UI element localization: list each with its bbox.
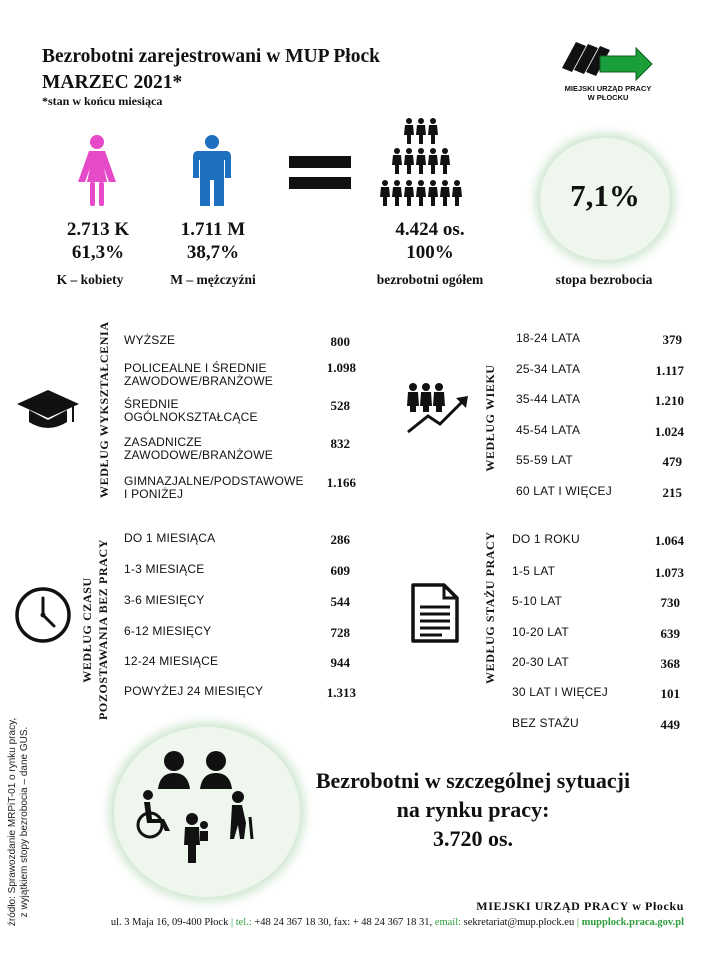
list-item-label: 10-20 LAT — [512, 625, 569, 639]
list-item-label: 6-12 MIESIĘCY — [124, 624, 212, 638]
list-item-value: 1.064 — [654, 533, 684, 548]
list-item-value: 215 — [662, 485, 682, 500]
footer-web-link[interactable]: mupplock.praca.gov.pl — [581, 917, 684, 928]
duration-heading — [79, 540, 111, 720]
list-item-label: 60 LAT I WIĘCEJ — [516, 484, 612, 498]
list-item-value: 1.098 — [326, 360, 356, 375]
list-item-label: 45-54 LATA — [516, 423, 581, 437]
total-percent: 100% — [406, 242, 454, 263]
age-heading: WEDŁUG WIEKU — [483, 364, 497, 472]
list-item-value: 944 — [330, 655, 350, 670]
list-item-value: 101 — [660, 686, 680, 701]
list-item-label: ŚREDNIE OGÓLNOKSZTAŁCĄCE — [124, 397, 258, 424]
special-groups-icon — [114, 727, 300, 897]
special-count: 3.720 os. — [432, 826, 514, 851]
list-item-value: 1.210 — [654, 393, 684, 408]
list-item-label: GIMNAZJALNE/PODSTAWOWE I PONIŻEJ — [124, 474, 304, 501]
list-item-value: 1.024 — [654, 424, 684, 439]
list-item-label: BEZ STAŻU — [512, 716, 579, 730]
footer-fax: fax: + 48 24 367 18 31, — [333, 917, 433, 928]
graduation-cap-icon — [15, 388, 81, 432]
list-item-value: 479 — [662, 454, 682, 469]
list-item-value: 728 — [330, 625, 350, 640]
source-note: źródło: Sprawozdanie MRPiT-01 o rynku pracy, z wyjątkiem stopy bezrobocia – dane GUS. — [7, 717, 30, 927]
footer-email-label: email: — [434, 917, 462, 928]
total-label: bezrobotni ogółem — [376, 272, 484, 287]
list-item-label: 25-34 LATA — [516, 362, 581, 376]
list-item-value: 286 — [330, 532, 350, 547]
men-count: 1.711 M — [180, 219, 246, 240]
list-item-label: 55-59 LAT — [516, 453, 573, 467]
footer-contact: ul. 3 Maja 16, 09-400 Płock | tel.: +48 24 367 18 30, fax: + 48 24 367 18 31, email: sekretariat@mup.plock.eu | mupplock.praca.gov.pl — [110, 917, 684, 928]
list-item-value: 368 — [660, 656, 680, 671]
list-item-value: 639 — [660, 626, 680, 641]
list-item-value: 832 — [330, 436, 350, 451]
unemployment-rate-label: stopa bezrobocia — [555, 272, 653, 287]
list-item-value: 379 — [662, 332, 682, 347]
list-item-label: ZASADNICZE ZAWODOWE/BRANŻOWE — [124, 435, 273, 462]
list-item-label: 1-5 LAT — [512, 564, 556, 578]
women-stats — [48, 218, 148, 264]
list-item-label: DO 1 MIESIĄCA — [124, 531, 216, 545]
logo — [556, 38, 660, 102]
duration-heading-line-2: POZOSTAWANIA BEZ PRACY — [96, 538, 110, 720]
special-line-1: Bezrobotni w szczególnej sytuacji — [315, 768, 631, 793]
special-line-2: na rynku pracy: — [396, 797, 550, 822]
list-item-label: 30 LAT I WIĘCEJ — [512, 685, 608, 699]
total-stats — [372, 218, 488, 264]
document-icon — [410, 583, 460, 643]
footer-address: ul. 3 Maja 16, 09-400 Płock — [110, 917, 229, 928]
footnote: *stan w końcu miesiąca — [42, 94, 163, 108]
men-label: M – mężczyźni — [170, 272, 256, 287]
list-item-value: 544 — [330, 594, 350, 609]
special-groups-circle — [114, 727, 300, 897]
logo-text: MIEJSKI URZĄD PRACY W PŁOCKU — [564, 84, 652, 102]
list-item-label: 12-24 MIESIĄCE — [124, 654, 219, 668]
women-count: 2.713 K — [66, 219, 130, 240]
woman-icon — [76, 134, 118, 206]
page-title — [42, 44, 380, 96]
equals-icon — [289, 156, 351, 190]
clock-icon — [14, 586, 72, 644]
list-item-label: 35-44 LATA — [516, 392, 581, 406]
list-item-value: 449 — [660, 717, 680, 732]
women-percent: 61,3% — [71, 242, 125, 263]
footer-email-link[interactable]: sekretariat@mup.plock.eu — [463, 917, 575, 928]
men-percent: 38,7% — [186, 242, 240, 263]
total-count: 4.424 os. — [395, 219, 465, 240]
men-stats — [163, 218, 263, 264]
list-item-value: 609 — [330, 563, 350, 578]
logo-icon — [556, 38, 660, 82]
footer-tel: +48 24 367 18 30, — [254, 917, 332, 928]
special-situation-block — [300, 766, 646, 853]
list-item-label: 20-30 LAT — [512, 655, 569, 669]
list-item-label: POWYŻEJ 24 MIESIĘCY — [124, 684, 264, 698]
list-item-label: WYŻSZE — [124, 333, 176, 347]
list-item-label: POLICEALNE I ŚREDNIE ZAWODOWE/BRANŻOWE — [124, 361, 273, 388]
women-label: K – kobiety — [56, 272, 124, 287]
list-item-value: 528 — [330, 398, 350, 413]
crowd-icon — [380, 116, 466, 210]
education-heading: WEDŁUG WYKSZTAŁCENIA — [97, 321, 111, 498]
duration-heading-line-1: WEDŁUG CZASU — [80, 577, 94, 683]
man-icon — [191, 134, 233, 206]
list-item-value: 1.166 — [326, 475, 356, 490]
experience-heading: WEDŁUG STAŻU PRACY — [483, 531, 497, 684]
unemployment-rate-circle — [540, 138, 670, 260]
list-item-label: 3-6 MIESIĘCY — [124, 593, 205, 607]
list-item-label: 5-10 LAT — [512, 594, 563, 608]
list-item-value: 800 — [330, 334, 350, 349]
list-item-label: 18-24 LATA — [516, 331, 581, 345]
footer-tel-label: tel.: — [235, 917, 252, 928]
footer-org: MIEJSKI URZĄD PRACY w Płocku — [476, 899, 684, 913]
list-item-value: 1.313 — [326, 685, 356, 700]
title-line-1: Bezrobotni zarejestrowani w MUP Płock — [42, 46, 380, 67]
list-item-label: 1-3 MIESIĄCE — [124, 562, 205, 576]
list-item-label: DO 1 ROKU — [512, 532, 580, 546]
unemployment-rate-value: 7,1% — [570, 178, 640, 213]
people-growth-icon — [406, 382, 470, 436]
title-line-2: MARZEC 2021* — [42, 72, 183, 93]
list-item-value: 1.073 — [654, 565, 684, 580]
list-item-value: 1.117 — [655, 363, 684, 378]
list-item-value: 730 — [660, 595, 680, 610]
